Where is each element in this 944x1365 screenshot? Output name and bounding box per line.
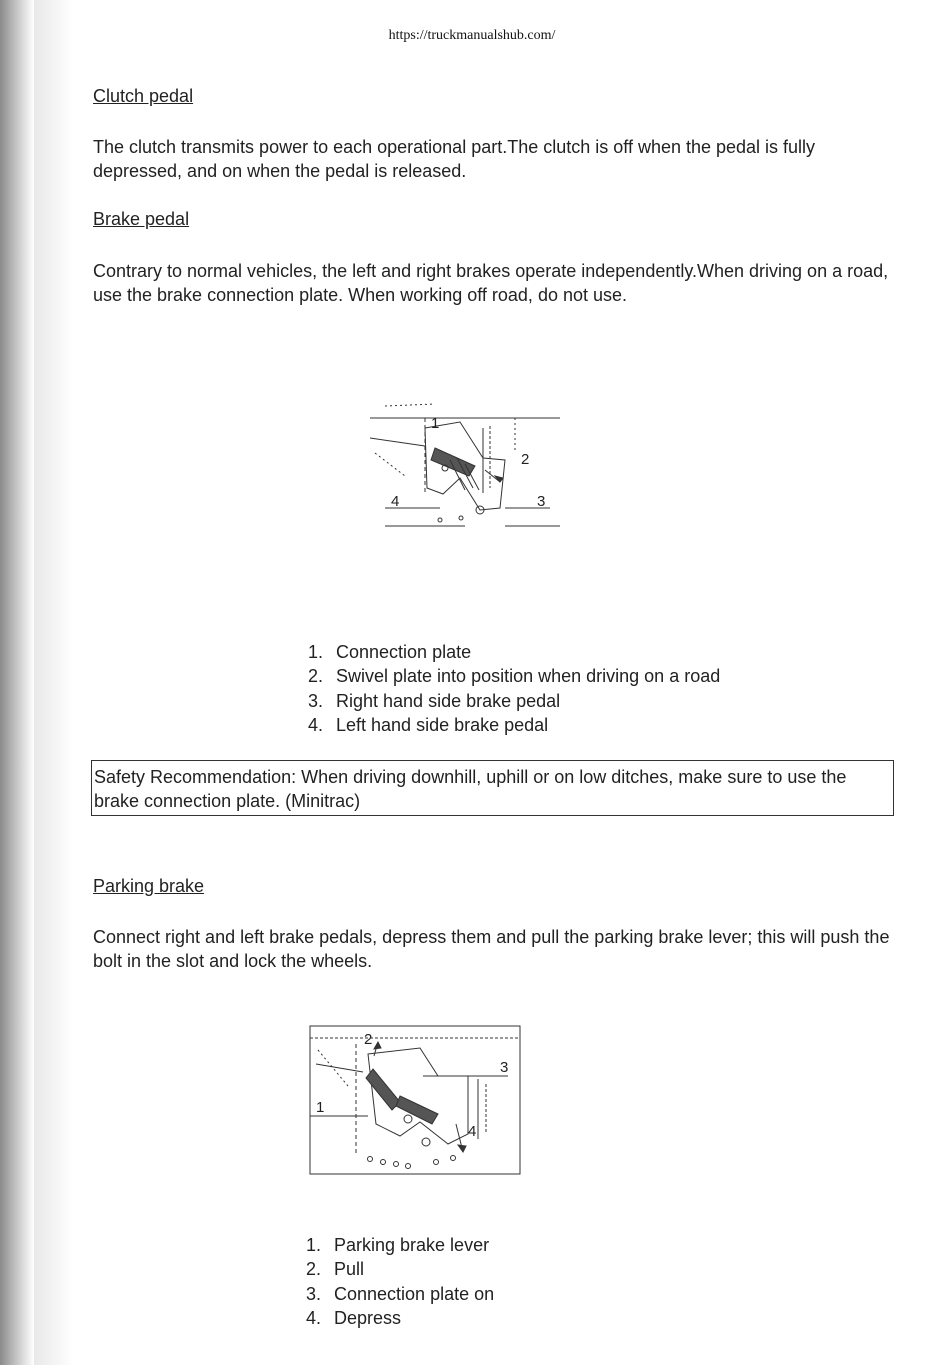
callout-4: 4 — [468, 1123, 477, 1140]
list-item: 1. Parking brake lever — [306, 1235, 490, 1255]
list-item: 3. Right hand side brake pedal — [308, 690, 561, 711]
callout-4: 4 — [391, 493, 400, 510]
callout-3: 3 — [537, 493, 546, 510]
parking-brake-description: Connect right and left brake pedals, depress them and pull the parking brake lever; this will push the bolt in the slot and lock the wheels. — [93, 927, 890, 971]
parking-brake-figure — [308, 1024, 523, 1179]
scan-shadow-fade — [34, 0, 74, 1365]
callout-1: 1 — [431, 415, 440, 432]
list-item: 1. Connection plate — [308, 642, 472, 662]
list-item: 2. Pull — [306, 1259, 365, 1280]
brake-description: Contrary to normal vehicles, the left and right brakes operate independently.When driving on a road, use the brake connection plate. When working off road, do not use. — [93, 261, 889, 305]
clutch-description: The clutch transmits power to each operational part.The clutch is off when the pedal is fully depressed, and on when the pedal is released. — [93, 137, 816, 181]
parking-brake-heading: Parking brake — [93, 876, 205, 896]
parking-figure-legend — [306, 1233, 494, 1330]
callout-1: 1 — [316, 1099, 325, 1116]
page-url[interactable]: https://truckmanualshub.com/ — [388, 28, 556, 43]
callout-3: 3 — [500, 1059, 509, 1076]
list-item: 3. Connection plate on — [306, 1283, 495, 1304]
callout-2: 2 — [364, 1031, 373, 1048]
clutch-heading: Clutch pedal — [93, 86, 194, 106]
safety-recommendation-box: Safety Recommendation: When driving downhill, uphill or on low ditches, make sure to use the brake connection plate. (Minitrac) — [91, 760, 894, 816]
scan-shadow — [0, 0, 34, 1365]
list-item: 4. Depress — [306, 1307, 402, 1328]
brake-pedal-figure — [365, 398, 565, 533]
list-item: 2. Swivel plate into position when driving on a road — [308, 666, 721, 687]
callout-2: 2 — [521, 451, 530, 468]
brake-heading: Brake pedal — [93, 209, 190, 229]
list-item: 4. Left hand side brake pedal — [308, 714, 549, 735]
brake-figure-legend — [308, 640, 720, 737]
